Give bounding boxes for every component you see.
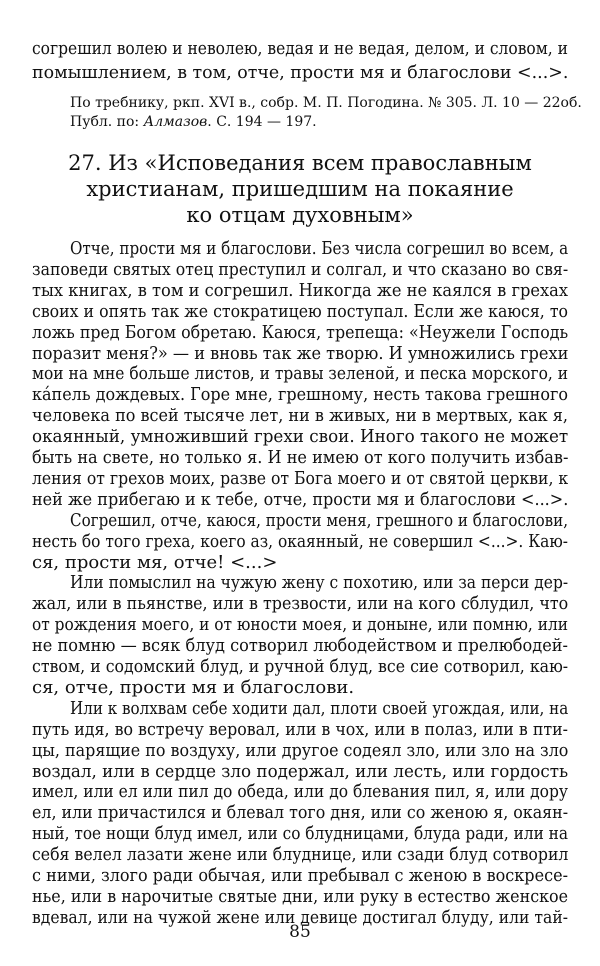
text-line: ся, отче, прости мя и благослови. <box>32 676 355 698</box>
text-line: Или помыслил на чужую жену с похотию, или за перси дер- <box>70 572 568 594</box>
text-line: тых книгах, в том и согрешил. Никогда же не каялся в грехах <box>32 279 568 301</box>
publ-suffix: . С. 194 — 197. <box>207 114 317 130</box>
text-line: жал, или в пьянстве, или в трезвости, или на кого сблудил, что <box>32 593 568 615</box>
text-line: Отче, прости мя и благослови. Без числа согрешил во всем, а <box>70 238 568 259</box>
text-line: ложь пред Богом обретаю. Каюся, трепеща: «Неужели Господь <box>32 321 568 343</box>
text-line: ся, прости мя, отче! <...> <box>32 551 278 573</box>
text-line: ления от грехов моих, разве от Бога моего и от святой церкви, к <box>32 467 568 489</box>
section-heading: христианам, пришедшим на покаяние <box>86 177 514 201</box>
text-line: согрешил волею и неволею, ведая и не ведая, делом, и словом, и <box>32 38 568 59</box>
text-line: Или к волхвам себе ходити дал, плоти своей угождая, или, на <box>70 697 568 719</box>
text-line: цы, парящие по воздуху, или другое содеял зло, или зло на зло <box>32 739 568 761</box>
text-line: человека по всей тысяче лет, ни в живых, ни в мертвых, как я, <box>32 405 568 427</box>
text-line: помышлением, в том, отче, прости мя и благослови <...>. <box>32 62 568 83</box>
source-citation: По требнику, ркп. XVI в., собр. М. П. Погодина. № 305. Л. 10 — 22об. <box>70 95 582 111</box>
text-line: ел, или причастился и блевал того дня, или со женою я, окаян- <box>32 802 568 824</box>
text-line: Согрешил, отче, каюся, прости меня, грешного и благослови, <box>70 509 568 531</box>
text-line: поразит меня?» — и вновь так же творю. И умножились грехи <box>32 342 568 364</box>
text-line: кáпель дождевых. Горе мне, грешному, несть такова грешного <box>32 384 568 406</box>
text-line: заповеди святых отец преступил и солгал, и что сказано во свя- <box>32 258 568 280</box>
text-line: своих и опять так же стократицею поступал. Если же каюся, то <box>32 300 568 322</box>
page-number: 85 <box>289 922 311 942</box>
text-line: быть на свете, но только я. И не имею от кого получить избав- <box>32 447 568 468</box>
text-line: вдевал, или на чужой жене или девице достигал блуду, или тай- <box>32 906 568 928</box>
text-line: ством, и содомский блуд, и ручной блуд, все сие сотворил, каю- <box>32 656 568 677</box>
text-line: путь идя, во встречу веровал, или в чох, или в полаз, или в пти- <box>32 718 568 740</box>
text-line: не помню — всяк блуд сотворил любодейством и прелюбодей- <box>32 635 568 657</box>
text-line: себя велел лазати жене или блуднице, или сзади блуд сотворил <box>32 844 568 866</box>
text-line: с ними, злого ради обычая, или пребывал с женою в воскресе- <box>32 865 568 886</box>
section-heading: 27. Из «Исповедания всем православным <box>68 151 532 175</box>
section-heading: ко отцам духовным» <box>186 203 414 227</box>
text-line: имел, или ел или пил до обеда, или до блевания пил, я, или дору <box>32 781 568 803</box>
text-line: нье, или в нарочитые святые дни, или руку в естество женское <box>32 885 568 907</box>
text-line: мои на мне больше листов, и травы зеленой, и песка морского, и <box>32 363 568 385</box>
text-line: окаянный, умноживший грехи свои. Иного такого не может <box>32 426 568 448</box>
publ-author: Алмазов <box>143 114 208 130</box>
text-line: ный, тое нощи блуд имел, или со блудницами, блуда ради, или на <box>32 823 568 845</box>
text-line: от рождения моего, и от юности моея, и доныне, или помню, или <box>32 614 568 636</box>
text-line: несть бо того греха, коего аз, окаянный, не совершил <...>. Каю- <box>32 530 568 552</box>
publ-prefix: Публ. по: <box>70 114 144 130</box>
text-line: ней же прибегаю и к тебе, отче, прости мя и благослови <...>. <box>32 488 568 510</box>
text-line: воздал, или в сердце зло подержал, или лесть, или гордость <box>32 760 568 782</box>
publication-reference <box>70 113 568 132</box>
